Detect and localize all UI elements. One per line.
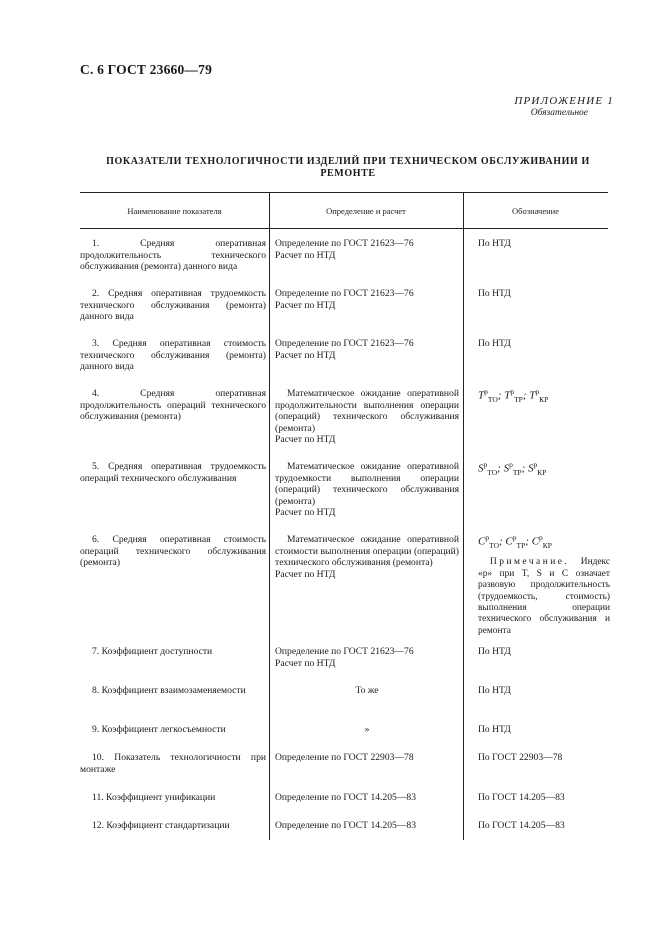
symbol-superscript: р bbox=[539, 533, 543, 542]
table-row-11-name: 11. Коэффициент унификации bbox=[92, 792, 216, 803]
table-row-9-definition: » bbox=[364, 724, 370, 735]
table-header-rule bbox=[80, 228, 608, 229]
symbol-letter: S bbox=[528, 462, 534, 475]
symbol-subscript: КР bbox=[542, 540, 552, 550]
definition-line: Определение по ГОСТ 21623—76 bbox=[275, 288, 414, 299]
table-row-7-designation: По НТД bbox=[478, 646, 511, 657]
table-row-4-name: 4. Средняя оперативная продолжительность операций технического обслуживания (ремонта) bbox=[80, 388, 266, 423]
column-header-definition: Определение и расчет bbox=[326, 206, 406, 216]
symbol-letter: S bbox=[478, 462, 484, 475]
symbol-subscript: КР bbox=[539, 394, 549, 404]
table-row-1-name: 1. Средняя оперативная продолжительность технического обслуживания (ремонта) данного вида bbox=[80, 238, 266, 273]
definition-line: Расчет по НТД bbox=[275, 249, 336, 261]
table-row-12-name: 12. Коэффициент стандартизации bbox=[92, 820, 230, 831]
symbol-subscript: ТР bbox=[514, 394, 523, 404]
symbol-superscript: р bbox=[510, 387, 515, 396]
table-row-5-designation bbox=[478, 459, 610, 478]
symbol-separator: ; bbox=[499, 535, 503, 548]
column-header-designation: Обозначение bbox=[512, 206, 559, 216]
table-row-10-name: 10. Показатель технологичности при монтаже bbox=[80, 752, 266, 775]
symbol-separator: ; bbox=[525, 535, 529, 548]
definition-line: Расчет по НТД bbox=[275, 434, 336, 446]
table-row-10-designation: По ГОСТ 22903—78 bbox=[478, 752, 563, 763]
table-row-2-designation: По НТД bbox=[478, 288, 511, 299]
symbol-subscript: ТР bbox=[516, 540, 526, 550]
table-row-5-name: 5. Средняя оперативная трудоемкость операций технического обслуживания bbox=[80, 461, 266, 484]
table-row-5-definition bbox=[275, 461, 459, 519]
symbol-separator: ; bbox=[521, 462, 526, 475]
symbol-superscript: р bbox=[535, 387, 540, 396]
note-label: Примечание. bbox=[490, 557, 570, 568]
symbol-letter: C bbox=[505, 535, 513, 548]
table-row-2-name: 2. Средняя оперативная трудоемкость технического обслуживания (ремонта) данного вида bbox=[80, 288, 266, 323]
definition-line: Расчет по НТД bbox=[275, 507, 336, 519]
table-row-11-definition: Определение по ГОСТ 14.205—83 bbox=[275, 792, 417, 803]
definition-text: Математическое ожидание оперативной трудоемкости выполнения операции (операций) технического обслуживания (ремонта) bbox=[275, 461, 459, 507]
symbol-letter: C bbox=[531, 535, 540, 548]
table-row-4-designation bbox=[478, 386, 610, 405]
appendix-status: Обязательное bbox=[530, 108, 588, 118]
table-row-9-name: 9. Коэффициент легкосъемности bbox=[92, 724, 226, 735]
symbol-superscript: р bbox=[483, 460, 488, 469]
symbol-letter: T bbox=[478, 389, 485, 402]
symbol-letter: T bbox=[529, 389, 536, 402]
symbol-superscript: р bbox=[484, 387, 488, 396]
symbol-separator: ; bbox=[497, 389, 502, 402]
symbol-subscript: КР bbox=[537, 467, 547, 477]
column-divider-2 bbox=[463, 192, 464, 840]
symbol-separator: ; bbox=[497, 462, 501, 475]
document-title: ПОКАЗАТЕЛИ ТЕХНОЛОГИЧНОСТИ ИЗДЕЛИЙ ПРИ ТЕХНИЧЕСКОМ ОБСЛУЖИВАНИИ И РЕМОНТЕ bbox=[106, 156, 590, 179]
table-row-10-definition: Определение по ГОСТ 22903—78 bbox=[275, 752, 414, 763]
symbol-subscript: ТО bbox=[487, 467, 498, 477]
symbol-letter: C bbox=[478, 535, 486, 548]
table-row-7-name: 7. Коэффициент доступности bbox=[92, 646, 213, 657]
column-divider-1 bbox=[269, 192, 270, 840]
definition-line: Определение по ГОСТ 21623—76 bbox=[275, 238, 414, 249]
table-row-12-definition: Определение по ГОСТ 14.205—83 bbox=[275, 820, 417, 831]
table-row-1-definition bbox=[275, 238, 459, 261]
page-header: С. 6 ГОСТ 23660—79 bbox=[80, 62, 213, 77]
symbol-superscript: р bbox=[485, 533, 490, 542]
symbol-superscript: р bbox=[509, 460, 513, 469]
table-row-2-definition bbox=[275, 288, 459, 311]
appendix-label: ПРИЛОЖЕНИЕ 1 bbox=[514, 95, 614, 107]
table-row-6-name: 6. Средняя оперативная стоимость операций технического обслуживания (ремонта) bbox=[80, 534, 266, 569]
symbol-superscript: р bbox=[512, 533, 517, 542]
table-row-7-definition bbox=[275, 646, 459, 669]
column-header-name: Наименование показателя bbox=[127, 206, 222, 216]
table-row-8-definition: То же bbox=[355, 685, 379, 696]
symbol-subscript: ТР bbox=[512, 467, 522, 477]
note-text: Индекс «р» при T, S и C означает развовую продолжительность (трудоемкость, стоимость) выполнения операции технического обслуживания и ремонта bbox=[478, 557, 610, 636]
symbol-subscript: ТО bbox=[489, 540, 499, 550]
table-row-3-definition bbox=[275, 338, 459, 361]
symbol-separator: ; bbox=[522, 389, 527, 402]
table-row-1-designation: По НТД bbox=[478, 238, 511, 249]
table-row-3-name: 3. Средняя оперативная стоимость технического обслуживания (ремонта) данного вида bbox=[80, 338, 266, 373]
table-row-11-designation: По ГОСТ 14.205—83 bbox=[478, 792, 565, 803]
table-row-8-name: 8. Коэффициент взаимозаменяемости bbox=[92, 685, 246, 696]
table-row-12-designation: По ГОСТ 14.205—83 bbox=[478, 820, 565, 831]
symbol-subscript: ТО bbox=[487, 394, 498, 404]
definition-text: Математическое ожидание оперативной продолжительности выполнения операции (операций) технического обслуживания (ремонта) bbox=[275, 388, 459, 434]
table-row-4-definition bbox=[275, 388, 459, 446]
definition-line: Определение по ГОСТ 21623—76 bbox=[275, 646, 414, 657]
table-row-6-definition bbox=[275, 534, 459, 580]
definition-line: Расчет по НТД bbox=[275, 568, 336, 580]
definition-line: Расчет по НТД bbox=[275, 299, 336, 311]
definition-line: Определение по ГОСТ 21623—76 bbox=[275, 338, 414, 349]
definition-line: Расчет по НТД bbox=[275, 349, 336, 361]
table-row-3-designation: По НТД bbox=[478, 338, 511, 349]
symbol-letter: T bbox=[504, 389, 511, 402]
row-6-note bbox=[478, 557, 610, 637]
symbol-letter: S bbox=[503, 462, 510, 475]
table-top-rule bbox=[80, 192, 608, 193]
definition-line: Расчет по НТД bbox=[275, 657, 336, 669]
table-row-9-designation: По НТД bbox=[478, 724, 511, 735]
symbol-superscript: р bbox=[533, 460, 538, 469]
table-row-6-designation bbox=[478, 532, 610, 637]
definition-text: Математическое ожидание оперативной стоимости выполнения операции (операций) технического обслуживания (ремонта) bbox=[275, 534, 459, 569]
table-row-8-designation: По НТД bbox=[478, 685, 511, 696]
